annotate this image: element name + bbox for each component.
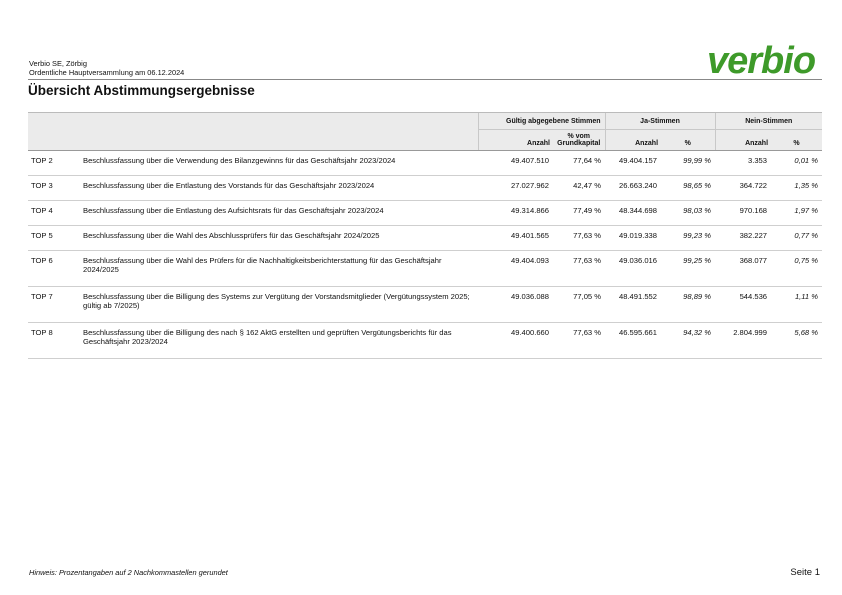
cell-nein-pct: 1,35 % [771, 176, 822, 201]
cell-nein-anzahl: 368.077 [715, 251, 771, 287]
table-row [28, 226, 822, 251]
cell-ja-pct: 99,99 % [661, 151, 715, 176]
cell-ja-anzahl: 48.344.698 [605, 201, 661, 226]
cell-top: TOP 3 [28, 176, 81, 201]
page-title: Übersicht Abstimmungsergebnisse [28, 83, 255, 98]
cell-gueltig-anzahl: 49.407.510 [478, 151, 553, 176]
cell-gueltig-anzahl: 49.400.660 [478, 323, 553, 359]
cell-top: TOP 8 [28, 323, 81, 359]
cell-gueltig-anzahl: 27.027.962 [478, 176, 553, 201]
cell-top: TOP 4 [28, 201, 81, 226]
cell-nein-anzahl: 970.168 [715, 201, 771, 226]
cell-ja-anzahl: 26.663.240 [605, 176, 661, 201]
cell-ja-pct: 98,03 % [661, 201, 715, 226]
subheader-gueltig-anzahl: Anzahl [478, 130, 553, 151]
subheader-nein-pct: % [771, 130, 822, 151]
cell-nein-pct: 0,01 % [771, 151, 822, 176]
table-row [28, 323, 822, 359]
cell-gueltig-pct: 77,63 % [553, 226, 605, 251]
company-info [29, 59, 184, 77]
subheader-gueltig-pct [553, 130, 605, 151]
cell-top: TOP 7 [28, 287, 81, 323]
table-row [28, 176, 822, 201]
table-row [28, 287, 822, 323]
header-nein: Nein-Stimmen [715, 113, 822, 130]
cell-desc: Beschlussfassung über die Wahl des Prüfers für die Nachhaltigkeitsberichterstattung für das Geschäftsjahr 2024/2025 [81, 251, 478, 287]
cell-ja-anzahl: 49.404.157 [605, 151, 661, 176]
cell-ja-pct: 99,23 % [661, 226, 715, 251]
cell-ja-pct: 99,25 % [661, 251, 715, 287]
cell-gueltig-pct: 77,05 % [553, 287, 605, 323]
cell-desc: Beschlussfassung über die Billigung des Systems zur Vergütung der Vorstandsmitglieder (Vergütungssystem 2025; gültig ab 7/2025) [81, 287, 478, 323]
cell-nein-anzahl: 2.804.999 [715, 323, 771, 359]
cell-nein-anzahl: 3.353 [715, 151, 771, 176]
subheader-nein-anzahl: Anzahl [715, 130, 771, 151]
logo-wordmark: verbio [707, 40, 816, 79]
subheader-blank-top [28, 130, 81, 151]
header-row-groups [28, 113, 822, 130]
table-row [28, 201, 822, 226]
header-blank-top [28, 113, 81, 130]
table-row [28, 251, 822, 287]
cell-ja-anzahl: 49.036.016 [605, 251, 661, 287]
cell-nein-pct: 1,97 % [771, 201, 822, 226]
header-rule [28, 79, 822, 80]
cell-desc: Beschlussfassung über die Billigung des nach § 162 AktG erstellten und geprüften Vergütungsberichts für das Geschäftsjahr 2023/2024 [81, 323, 478, 359]
cell-nein-anzahl: 544.536 [715, 287, 771, 323]
cell-desc: Beschlussfassung über die Verwendung des Bilanzgewinns für das Geschäftsjahr 2023/2024 [81, 151, 478, 176]
cell-gueltig-pct: 42,47 % [553, 176, 605, 201]
subheader-ja-pct: % [661, 130, 715, 151]
page-number: Seite 1 [790, 567, 820, 578]
cell-gueltig-anzahl: 49.401.565 [478, 226, 553, 251]
header-gueltig: Gültig abgegebene Stimmen [478, 113, 605, 130]
footnote: Hinweis: Prozentangaben auf 2 Nachkommastellen gerundet [29, 568, 228, 577]
subheader-ja-anzahl: Anzahl [605, 130, 661, 151]
verbio-logo [705, 39, 823, 79]
cell-nein-pct: 0,77 % [771, 226, 822, 251]
cell-gueltig-pct: 77,63 % [553, 323, 605, 359]
cell-top: TOP 5 [28, 226, 81, 251]
header-blank-desc [81, 113, 478, 130]
cell-nein-pct: 5,68 % [771, 323, 822, 359]
cell-top: TOP 2 [28, 151, 81, 176]
header-row-sub [28, 130, 822, 151]
subheader-blank-desc [81, 130, 478, 151]
cell-ja-anzahl: 48.491.552 [605, 287, 661, 323]
cell-gueltig-anzahl: 49.314.866 [478, 201, 553, 226]
cell-nein-pct: 0,75 % [771, 251, 822, 287]
cell-nein-anzahl: 382.227 [715, 226, 771, 251]
cell-top: TOP 6 [28, 251, 81, 287]
header-ja: Ja-Stimmen [605, 113, 715, 130]
cell-gueltig-anzahl: 49.404.093 [478, 251, 553, 287]
cell-nein-anzahl: 364.722 [715, 176, 771, 201]
cell-ja-anzahl: 49.019.338 [605, 226, 661, 251]
cell-ja-anzahl: 46.595.661 [605, 323, 661, 359]
results-table [28, 112, 822, 359]
table-row [28, 151, 822, 176]
subheader-pct-line1: % vom [567, 133, 591, 140]
cell-desc: Beschlussfassung über die Entlastung des Aufsichtsrats für das Geschäftsjahr 2023/2024 [81, 201, 478, 226]
cell-desc: Beschlussfassung über die Entlastung des Vorstands für das Geschäftsjahr 2023/2024 [81, 176, 478, 201]
event-name: Ordentliche Hauptversammlung am 06.12.2024 [29, 68, 185, 77]
cell-desc: Beschlussfassung über die Wahl des Abschlussprüfers für das Geschäftsjahr 2024/2025 [81, 226, 478, 251]
cell-ja-pct: 98,65 % [661, 176, 715, 201]
cell-gueltig-anzahl: 49.036.088 [478, 287, 553, 323]
cell-ja-pct: 98,89 % [661, 287, 715, 323]
cell-nein-pct: 1,11 % [771, 287, 822, 323]
subheader-pct-line2: Grundkapital [557, 140, 601, 147]
cell-gueltig-pct: 77,64 % [553, 151, 605, 176]
cell-gueltig-pct: 77,49 % [553, 201, 605, 226]
cell-gueltig-pct: 77,63 % [553, 251, 605, 287]
cell-ja-pct: 94,32 % [661, 323, 715, 359]
company-name: Verbio SE, Zörbig [29, 59, 87, 68]
